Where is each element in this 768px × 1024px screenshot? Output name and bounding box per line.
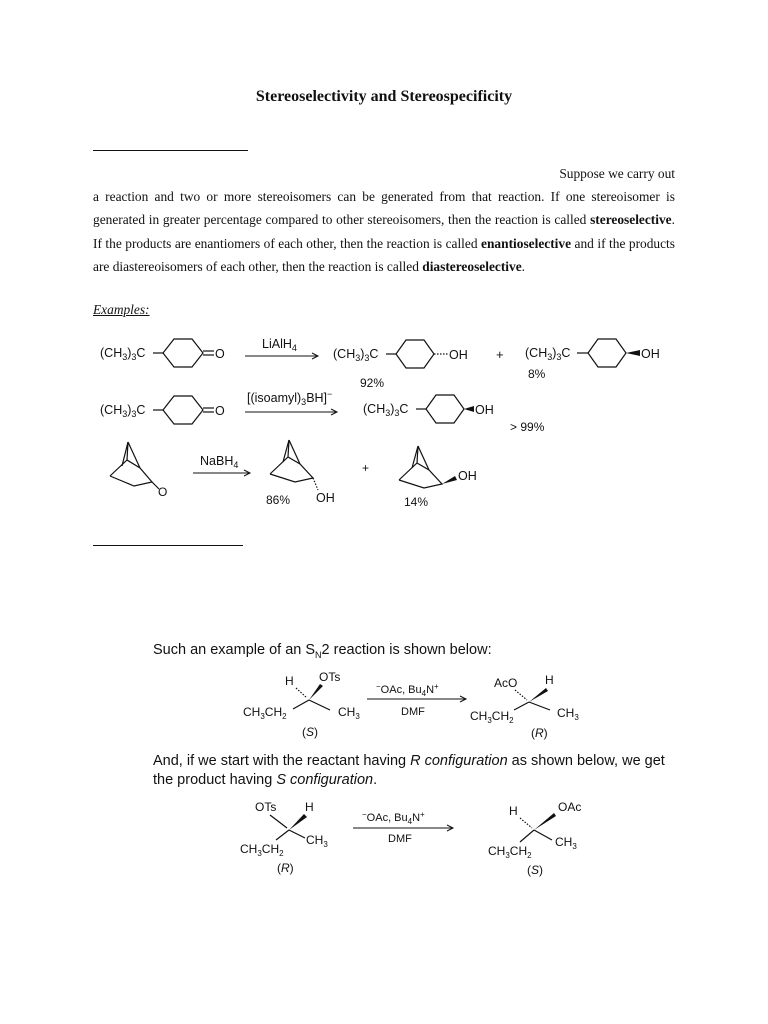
term-stereoselective: stereoselective — [590, 212, 672, 228]
svg-text:(CH3)3C: $(CH_3)_3C$ — [525, 346, 571, 362]
svg-text:NaBH4: NaBH$_4$ — [200, 454, 239, 470]
svg-text:−OAc, Bu4N+: −OAc, $Bu_4N^+$ — [376, 682, 439, 698]
examples-label: Examples: — [93, 302, 150, 317]
svg-text:[(isoamyl)3BH]−: $[(isoamyl)_3BH]^-$ — [247, 389, 333, 407]
svg-text:O: O — [215, 404, 225, 418]
para-text-4: . — [521, 258, 526, 274]
sn2-reagents-2 — [353, 810, 453, 845]
svg-text:OTs: OTs — [319, 670, 341, 684]
svg-text:H: H — [285, 674, 294, 688]
svg-text:(R): (R) — [531, 726, 548, 740]
product-cis-alcohol-2 — [363, 395, 545, 434]
svg-text:H: H — [545, 673, 554, 687]
reagent-nabh4 — [193, 454, 250, 476]
para-text-3: and if the products are diastereoisomers of each other, then the reaction is called — [93, 235, 675, 274]
sn2-heading: Such an example of an $S_N2$ reaction is shown below: — [153, 642, 492, 660]
svg-text:CH3: $CH_3$ — [557, 706, 579, 722]
svg-text:86%: 86% — [266, 493, 291, 507]
product-trans-alcohol — [333, 340, 468, 390]
svg-text:OH: OH — [458, 469, 477, 483]
svg-text:H: H — [305, 800, 314, 814]
svg-text:CH3CH2: $CH_3CH_2$ — [470, 709, 514, 725]
svg-text:(CH3)3C: $(CH_3)_3C$ — [100, 403, 146, 419]
plus-sign-1: + — [496, 347, 504, 362]
section-rule-1 — [93, 150, 248, 151]
product-s-acetate — [488, 800, 581, 877]
para-text-1: a reaction and two or more stereoisomers can be generated from that reaction. If one stereoisomer is generated in greater percentage compared to other stereoisomers, then the reaction is called — [93, 189, 675, 228]
reactant-norcamphor — [110, 442, 167, 499]
svg-text:OH: OH — [475, 403, 494, 417]
product-exo-norborneol — [399, 446, 477, 509]
svg-text:OH: OH — [449, 348, 468, 362]
product-cis-alcohol — [525, 339, 660, 381]
svg-text:(S): (S) — [527, 863, 544, 877]
reactant-tBu-cyclohexanone-2 — [100, 396, 225, 424]
reactant-tBu-cyclohexanone-1 — [100, 339, 225, 367]
term-diastereoselective: diastereoselective — [422, 258, 522, 274]
sn2-reagents-1 — [367, 682, 466, 718]
svg-text:OH: OH — [316, 491, 335, 505]
svg-text:DMF: DMF — [388, 833, 412, 845]
svg-text:CH3: $CH_3$ — [555, 835, 577, 851]
product-r-acetate — [470, 673, 579, 740]
svg-text:(R): (R) — [277, 861, 294, 875]
para-first-line: Suppose we carry out — [559, 166, 675, 181]
svg-text:LiAlH4: LiAlH$_4$ — [262, 337, 297, 353]
sn2-scheme-r-to-s — [0, 795, 768, 880]
svg-text:14%: 14% — [404, 495, 429, 509]
term-enantioselective: enantioselective — [481, 235, 572, 251]
svg-text:O: O — [215, 347, 225, 361]
section-rule-2 — [93, 545, 243, 546]
intro-paragraph — [93, 162, 675, 278]
plus-sign-2: + — [362, 461, 370, 475]
svg-text:OH: OH — [641, 347, 660, 361]
svg-text:CH3CH2: $CH_3CH_2$ — [488, 844, 532, 860]
reactant-s-tosylate — [243, 670, 360, 739]
svg-text:(CH3)3C: $(CH_3)_3C$ — [333, 347, 379, 363]
product-endo-norborneol — [266, 440, 335, 507]
reactant-r-tosylate — [240, 800, 328, 875]
reagent-isoamyl-borohydride — [245, 389, 337, 415]
svg-text:O: O — [158, 485, 168, 499]
svg-text:> 99%: > 99% — [510, 420, 545, 434]
svg-text:(CH3)3C: $(CH_3)_3C$ — [363, 402, 409, 418]
page-title: Stereoselectivity and Stereospecificity — [255, 88, 513, 105]
svg-text:92%: 92% — [360, 376, 385, 390]
svg-text:AcO: AcO — [494, 676, 518, 690]
svg-text:OAc: OAc — [558, 800, 582, 814]
svg-text:DMF: DMF — [401, 706, 425, 718]
svg-text:CH3: $CH_3$ — [338, 705, 360, 721]
sn2-scheme-s-to-r — [0, 665, 768, 745]
svg-text:(S): (S) — [302, 725, 319, 739]
svg-text:H: H — [509, 804, 518, 818]
svg-text:OTs: OTs — [255, 800, 277, 814]
reagent-lialh4 — [245, 337, 318, 359]
svg-text:CH3: $CH_3$ — [306, 833, 328, 849]
reduction-scheme — [0, 320, 768, 520]
svg-text:CH3CH2: $CH_3CH_2$ — [243, 705, 287, 721]
svg-text:(CH3)3C: $(CH_3)_3C$ — [100, 346, 146, 362]
r-configuration-heading: And, if we start with the reactant having R configuration as shown below, we get the product having S configuration. — [153, 753, 665, 788]
svg-text:−OAc, Bu4N+: −OAc, $Bu_4N^+$ — [362, 810, 425, 826]
para-text-2: . If the products are enantiomers of each other, then the reaction is called — [93, 212, 675, 251]
svg-text:CH3CH2: $CH_3CH_2$ — [240, 842, 284, 858]
svg-text:8%: 8% — [528, 367, 546, 381]
